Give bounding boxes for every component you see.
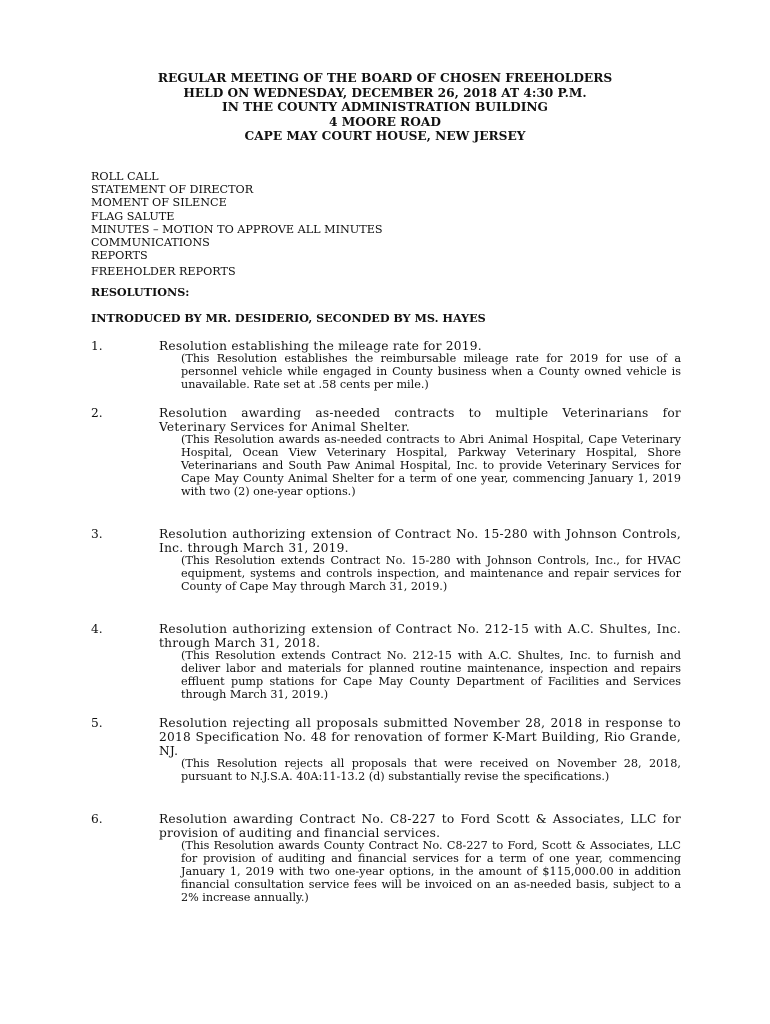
resolution-title: Resolution authorizing extension of Contract No. 15-280 with Johnson Controls, Inc. through March 31, 2019. bbox=[159, 527, 681, 555]
resolution-item bbox=[91, 406, 681, 499]
resolution-item bbox=[91, 527, 681, 594]
agenda-item: MINUTES – MOTION TO APPROVE ALL MINUTES bbox=[91, 222, 383, 236]
resolution-number: 2. bbox=[91, 406, 103, 420]
resolution-title: Resolution awarding Contract No. C8-227 to Ford Scott & Associates, LLC for provision of auditing and financial services. bbox=[159, 812, 681, 840]
resolution-title: Resolution authorizing extension of Contract No. 212-15 with A.C. Shultes, Inc. through March 31, 2018. bbox=[159, 622, 681, 650]
header-line: REGULAR MEETING OF THE BOARD OF CHOSEN FREEHOLDERS bbox=[157, 71, 613, 85]
header-line: HELD ON WEDNESDAY, DECEMBER 26, 2018 AT 4:30 P.M. bbox=[183, 85, 587, 100]
agenda-list bbox=[91, 170, 383, 279]
resolution-item bbox=[91, 339, 681, 392]
resolution-description: (This Resolution rejects all proposals that were received on November 28, 2018, pursuant to N.J.S.A. 40A:11-13.2 (d) substantially revise the specifications.) bbox=[181, 757, 681, 783]
agenda-item: REPORTS bbox=[91, 249, 148, 263]
resolution-description: (This Resolution establishes the reimbursable mileage rate for 2019 for use of a personnel vehicle while engaged in County business when a County owned vehicle is unavailable. Rate set at .58 cents per mile.) bbox=[181, 352, 681, 391]
resolution-description: (This Resolution awards County Contract No. C8-227 to Ford, Scott & Associates, LLC for provision of auditing and financial services for a term of one year, commencing January 1, 2019 with two one-year options, in the amount of $115,000.00 in addition financial consultation service fees will be invoiced on an as-needed basis, subject to a 2% increase annually.) bbox=[181, 839, 681, 904]
agenda-item: ROLL CALL bbox=[91, 170, 159, 183]
header-line: CAPE MAY COURT HOUSE, NEW JERSEY bbox=[244, 129, 526, 144]
resolution-description: (This Resolution extends Contract No. 212-15 with A.C. Shultes, Inc. to furnish and deliver labor and materials for planned routine maintenance, inspection and repairs effluent pump stations for Cape May County Department of Facilities and Services through March 31, 2019.) bbox=[181, 649, 681, 701]
resolution-number: 6. bbox=[91, 812, 103, 826]
resolution-title: Resolution establishing the mileage rate for 2019. bbox=[159, 339, 482, 353]
resolution-item bbox=[91, 812, 681, 905]
agenda-item: COMMUNICATIONS bbox=[91, 236, 210, 250]
resolution-number: 5. bbox=[91, 716, 103, 730]
agenda-item: STATEMENT OF DIRECTOR bbox=[91, 183, 254, 197]
resolution-item bbox=[91, 716, 681, 784]
meeting-header bbox=[0, 71, 770, 144]
agenda-item: FREEHOLDER REPORTS bbox=[91, 265, 236, 279]
resolutions-heading: RESOLUTIONS: bbox=[91, 285, 190, 299]
agenda-item: MOMENT OF SILENCE bbox=[91, 196, 227, 210]
resolution-number: 4. bbox=[91, 622, 103, 636]
agenda-item: FLAG SALUTE bbox=[91, 209, 175, 223]
introduced-by-line: INTRODUCED BY MR. DESIDERIO, SECONDED BY MS. HAYES bbox=[91, 311, 486, 325]
resolution-title: Resolution rejecting all proposals submitted November 28, 2018 in response to 2018 Specification No. 48 for renovation of former K-Mart Building, Rio Grande, NJ. bbox=[159, 716, 681, 758]
resolution-description: (This Resolution extends Contract No. 15-280 with Johnson Controls, Inc., for HVAC equipment, systems and controls inspection, and maintenance and repair services for County of Cape May through March 31, 2019.) bbox=[181, 554, 681, 593]
header-line: 4 MOORE ROAD bbox=[329, 114, 441, 129]
resolution-item bbox=[91, 622, 681, 702]
resolution-description: (This Resolution awards as-needed contracts to Abri Animal Hospital, Cape Veterinary Hospital, Ocean View Veterinary Hospital, Parkway Veterinary Hospital, Shore Veterinarians and South Paw Animal Hospital, Inc. to provide Veterinary Services for Cape May County Animal Shelter for a term of one year, commencing January 1, 2019 with two (2) one-year options.) bbox=[181, 433, 681, 498]
resolution-title: Resolution awarding as-needed contracts to multiple Veterinarians for Veterinary Services for Animal Shelter. bbox=[159, 406, 681, 434]
header-line: IN THE COUNTY ADMINISTRATION BUILDING bbox=[222, 100, 548, 115]
resolution-number: 1. bbox=[91, 339, 103, 353]
resolution-number: 3. bbox=[91, 527, 103, 541]
